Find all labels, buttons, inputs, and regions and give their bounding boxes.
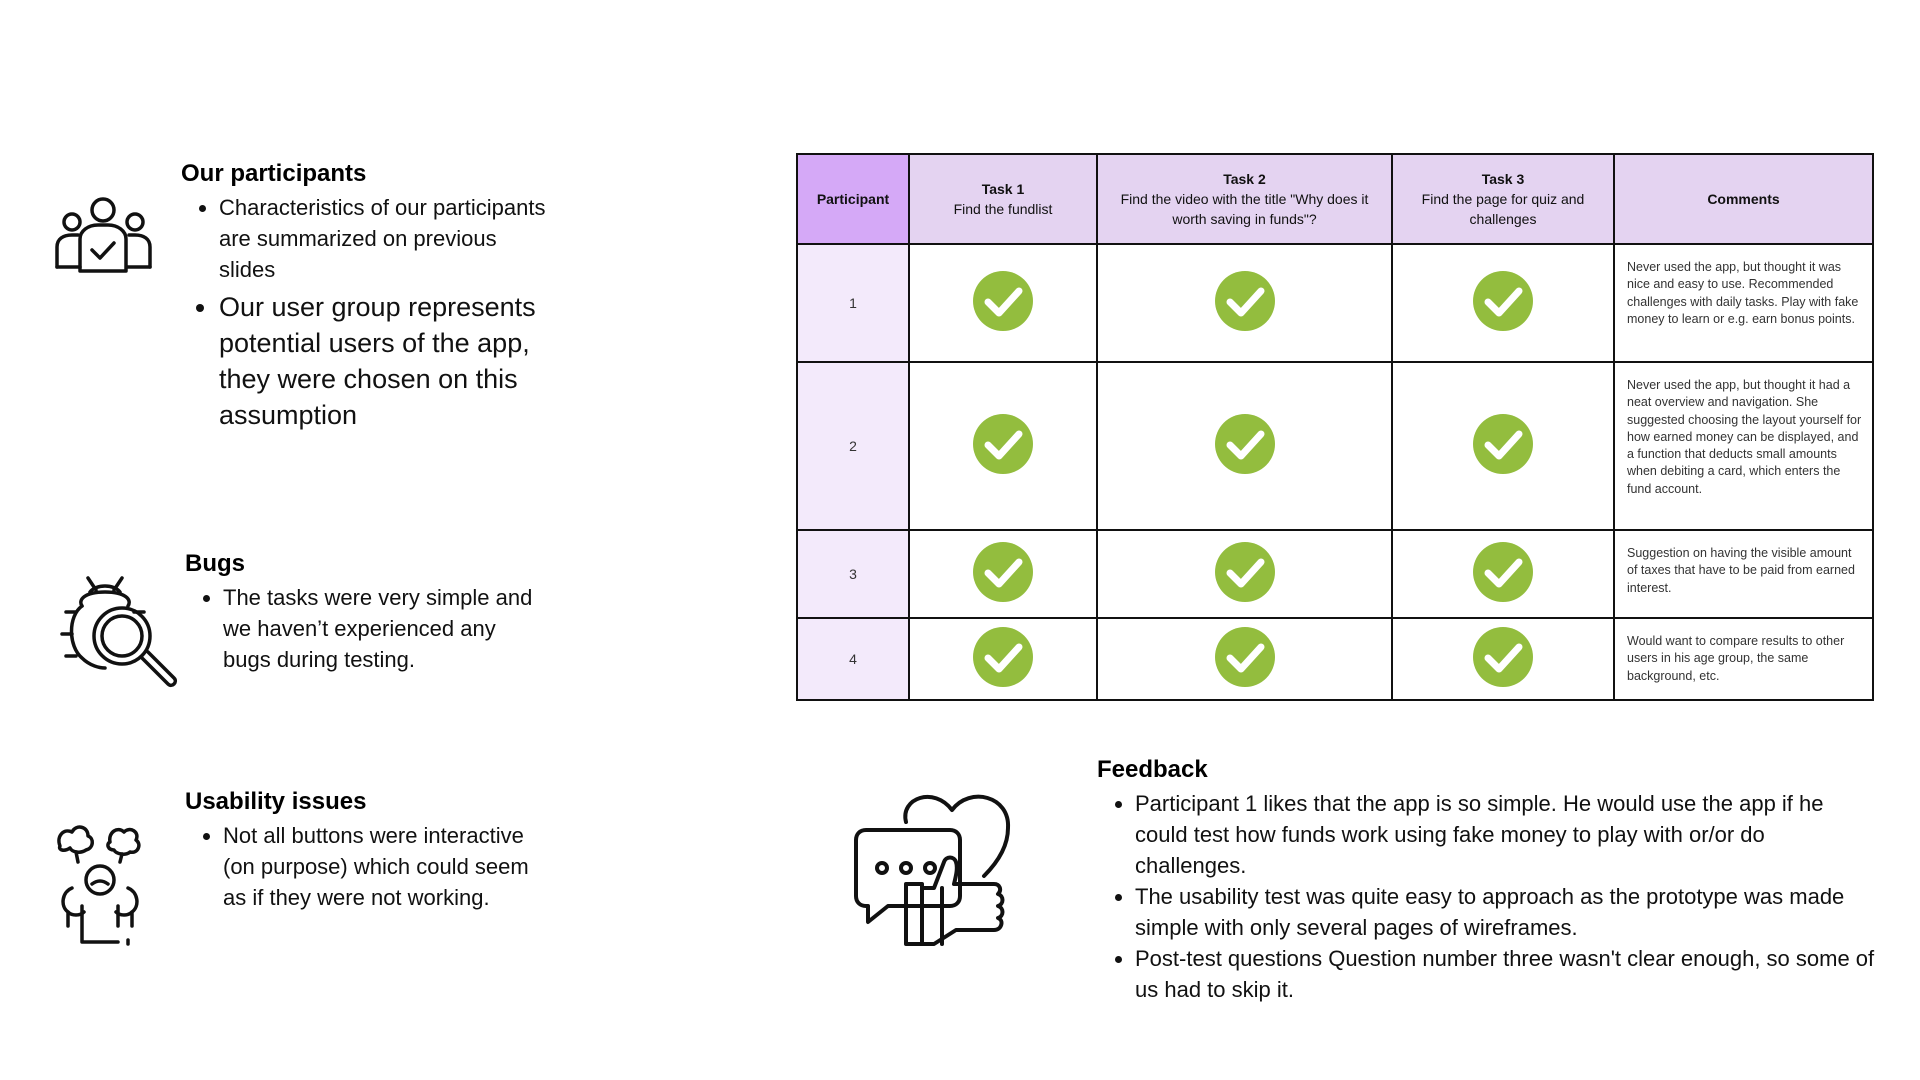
bugs-section — [185, 550, 545, 675]
green-check-circle-icon — [1472, 626, 1534, 693]
green-check-circle-icon — [972, 541, 1034, 608]
comment-cell: Would want to compare results to other users in his age group, the same background, etc. — [1614, 618, 1873, 700]
participants-title: Our participants — [181, 160, 367, 187]
results-table — [796, 153, 1874, 701]
usability-section — [185, 788, 545, 913]
participants-section — [181, 160, 551, 433]
feedback-thumbs-up-heart-icon — [848, 788, 1018, 954]
task1-column-header — [909, 154, 1097, 244]
green-check-circle-icon — [1214, 413, 1276, 480]
comments-column-header: Comments — [1614, 154, 1873, 244]
task3-title: Task 3 — [1481, 171, 1525, 187]
participants-bullets — [181, 192, 551, 433]
task2-title: Task 2 — [1223, 171, 1266, 187]
green-check-circle-icon — [972, 413, 1034, 480]
participant-column-header: Participant — [797, 154, 909, 244]
participants-bullet: • Characteristics of our participants are summarized on previous slides — [219, 192, 551, 285]
task2-status-cell — [1097, 362, 1392, 530]
green-check-circle-icon — [972, 270, 1034, 337]
task2-status-cell — [1097, 244, 1392, 362]
table-row — [797, 530, 1873, 618]
green-check-circle-icon — [1214, 626, 1276, 693]
table-row — [797, 244, 1873, 362]
feedback-title: Feedback — [1097, 756, 1208, 783]
usability-bullets — [185, 820, 545, 913]
feedback-bullet: • Participant 1 likes that the app is so simple. He would use the app if he could test how funds work using fake money to play with or/or do challenges. — [1135, 788, 1877, 881]
comment-cell: Never used the app, but thought it was nice and easy to use. Recommended challenges with daily tasks. Play with fake money to learn or e.g. earn bonus points. — [1614, 244, 1873, 362]
usability-bullet: • Not all buttons were interactive (on purpose) which could seem as if they were not working. — [223, 820, 545, 913]
green-check-circle-icon — [1472, 541, 1534, 608]
task1-title: Task 1 — [981, 181, 1025, 197]
task1-description: Find the fundlist — [953, 201, 1053, 217]
green-check-circle-icon — [1214, 270, 1276, 337]
feedback-bullets — [1097, 788, 1877, 1005]
table-header-row — [797, 154, 1873, 244]
feedback-bullet: • Post-test questions Question number three wasn't clear enough, so some of us had to skip it. — [1135, 943, 1877, 1005]
bugs-bullet: • The tasks were very simple and we haven’t experienced any bugs during testing. — [223, 582, 545, 675]
feedback-bullet: • The usability test was quite easy to approach as the prototype was made simple with only several pages of wireframes. — [1135, 881, 1877, 943]
comment-cell: Suggestion on having the visible amount of taxes that have to be paid from earned interest. — [1614, 530, 1873, 618]
participants-bullet: • Our user group represents potential users of the app, they were chosen on this assumption — [219, 289, 551, 433]
green-check-circle-icon — [972, 626, 1034, 693]
task2-column-header — [1097, 154, 1392, 244]
green-check-circle-icon — [1214, 541, 1276, 608]
task3-column-header — [1392, 154, 1614, 244]
usability-title: Usability issues — [185, 788, 367, 815]
table-row — [797, 618, 1873, 700]
task2-status-cell — [1097, 530, 1392, 618]
task3-status-cell — [1392, 244, 1614, 362]
feedback-section — [1097, 756, 1877, 1005]
participant-number: 3 — [797, 530, 909, 618]
task3-description: Find the page for quiz and challenges — [1421, 191, 1585, 227]
task2-status-cell — [1097, 618, 1392, 700]
comment-cell: Never used the app, but thought it had a neat overview and navigation. She suggested choosing the layout yourself for how earned money can be displayed, and a function that deducts small amounts when debiting a card, which enters the fund account. — [1614, 362, 1873, 530]
green-check-circle-icon — [1472, 270, 1534, 337]
task1-status-cell — [909, 244, 1097, 362]
bug-magnifier-icon — [60, 566, 180, 692]
participant-number: 4 — [797, 618, 909, 700]
task1-status-cell — [909, 530, 1097, 618]
participants-group-icon — [52, 195, 158, 275]
task2-description: Find the video with the title "Why does it worth saving in funds"? — [1120, 191, 1369, 227]
green-check-circle-icon — [1472, 413, 1534, 480]
table-row — [797, 362, 1873, 530]
participant-number: 2 — [797, 362, 909, 530]
task1-status-cell — [909, 362, 1097, 530]
bugs-bullets — [185, 582, 545, 675]
task3-status-cell — [1392, 362, 1614, 530]
task3-status-cell — [1392, 530, 1614, 618]
participant-number: 1 — [797, 244, 909, 362]
bugs-title: Bugs — [185, 550, 245, 577]
frustrated-person-icon — [52, 822, 148, 946]
task1-status-cell — [909, 618, 1097, 700]
task3-status-cell — [1392, 618, 1614, 700]
